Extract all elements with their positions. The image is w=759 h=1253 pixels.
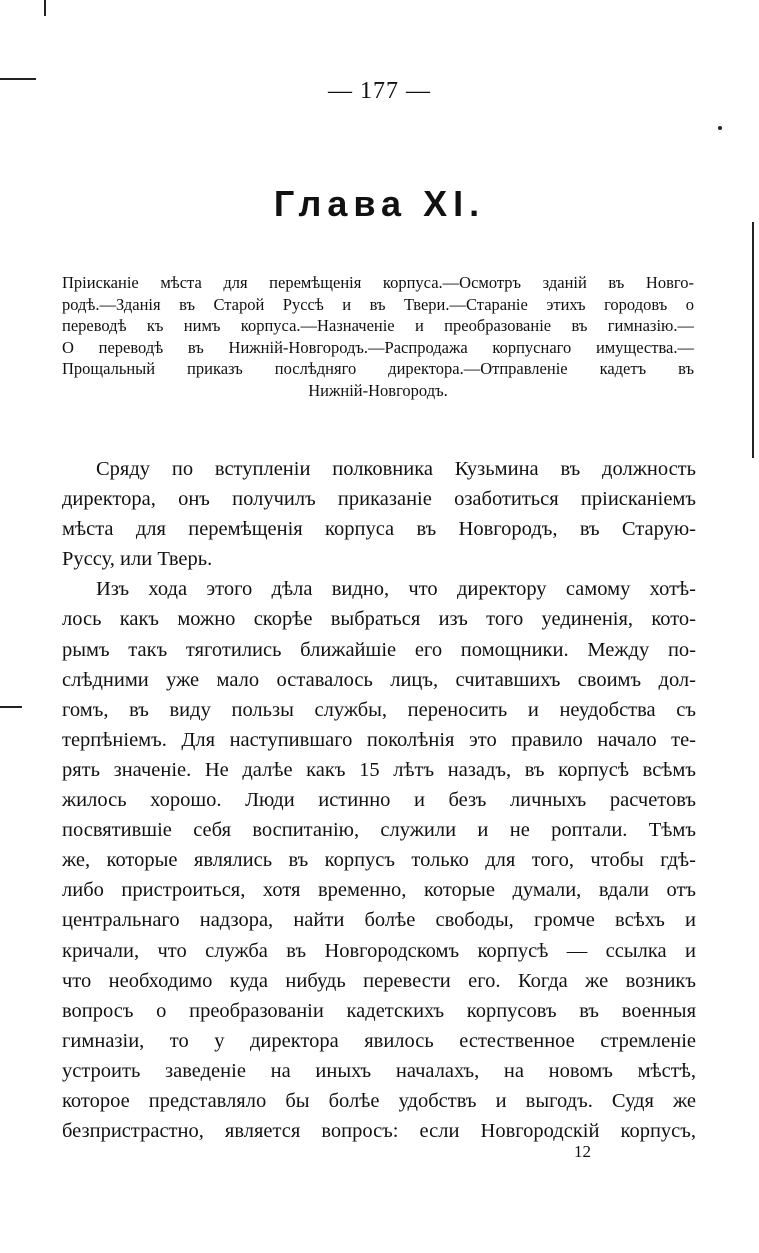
body-line: устроить заведенiе на иныхъ началахъ, на новомъ мѣстѣ, <box>62 1059 696 1082</box>
body-line: терпѣнiемъ. Для наступившаго поколѣнiя это правило начало те- <box>62 728 696 751</box>
body-line: кричали, что служба въ Новгородскомъ корпусѣ — ссылка и <box>62 939 696 962</box>
body-line: которое представляло бы болѣе удобствъ и выгодъ. Судя же <box>62 1089 696 1112</box>
body-line: Руссу, или Тверь. <box>62 548 213 571</box>
margin-mark-right <box>752 222 754 458</box>
summary-line: родѣ.—Зданiя въ Старой Руссѣ и въ Твери.—Старанiе этихъ городовъ о <box>62 294 694 314</box>
chapter-title: Глава XI. <box>273 183 486 224</box>
body-line: гимназiи, то у директора явилось естественное стремленiе <box>62 1029 696 1052</box>
body-text <box>62 454 696 1146</box>
signature-mark: 12 <box>574 1142 591 1161</box>
margin-mark-top <box>44 0 46 16</box>
body-line: что необходимо куда нибудь перевести его. Когда же возникъ <box>62 969 696 992</box>
body-line: рять значенiе. Не далѣе какъ 15 лѣтъ назадъ, въ корпусѣ всѣмъ <box>62 758 696 781</box>
body-line: лось какъ можно скорѣе выбраться изъ того уединенiя, кото- <box>62 608 696 631</box>
page-number: — 177 — <box>328 78 431 104</box>
body-line: либо пристроиться, хотя временно, которые думали, вдали отъ <box>62 879 696 902</box>
summary-line: Нижнiй-Новгородъ. <box>308 380 448 400</box>
body-line: центральнаго надзора, найти болѣе свободы, громче всѣхъ и <box>62 909 696 932</box>
body-line: безпристрастно, является вопросъ: если Новгородскiй корпусъ, <box>62 1120 696 1143</box>
summary-line: О переводѣ въ Нижнiй-Новгородъ.—Распродажа корпуснаго имущества.— <box>62 337 694 357</box>
body-line: слѣдними уже мало оставалось лицъ, считавшихъ своимъ дол- <box>62 668 696 691</box>
body-line: директора, онъ получилъ приказанiе озаботиться прiисканiемъ <box>62 488 696 511</box>
body-line: рымъ такъ тяготились ближайшiе его помощники. Между по- <box>62 638 696 661</box>
body-line: жилось хорошо. Люди истинно и безъ личныхъ расчетовъ <box>62 789 696 812</box>
margin-mark-left-middle <box>0 706 22 708</box>
body-line: Изъ хода этого дѣла видно, что директору самому хотѣ- <box>96 578 696 601</box>
body-line: же, которые являлись въ корпусъ только для того, чтобы гдѣ- <box>62 849 696 872</box>
chapter-summary <box>62 272 694 401</box>
body-line: Сряду по вступленiи полковника Кузьмина въ должность <box>96 458 696 480</box>
summary-line: Прiисканiе мѣста для перемѣщенiя корпуса.—Осмотръ зданiй въ Новго- <box>62 273 694 292</box>
body-line: мѣста для перемѣщенiя корпуса въ Новгородъ, въ Старую- <box>62 518 696 541</box>
body-line: гомъ, въ виду пользы службы, переносить и неудобства съ <box>62 698 696 721</box>
body-line: посвятившiе себя воспитанiю, служили и не роптали. Тѣмъ <box>62 819 696 842</box>
body-line: вопросъ о преобразованiи кадетскихъ корпусовъ въ военныя <box>62 999 696 1022</box>
summary-line: Прощальный приказъ послѣдняго директора.—Отправленiе кадетъ въ <box>62 359 694 378</box>
margin-dot <box>718 126 722 130</box>
summary-line: переводѣ къ нимъ корпуса.—Назначенiе и преобразованiе въ гимназiю.— <box>62 316 694 335</box>
